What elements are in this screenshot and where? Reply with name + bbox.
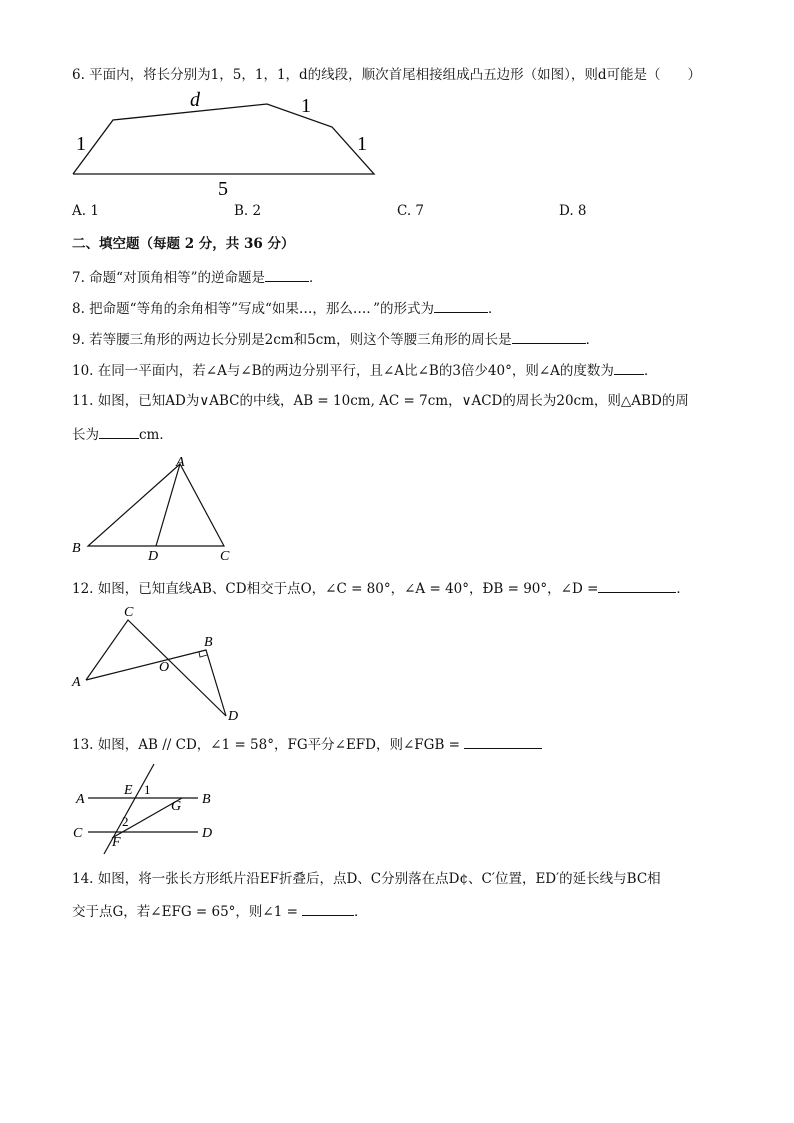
q13 [72, 734, 542, 754]
q12-text: 12. 如图，已知直线AB、CD相交于点O，∠C = 80°，∠A = 40°，ÐB = 90°，∠D = [72, 581, 599, 597]
q9-text: 9. 若等腰三角形的两边长分别是2cm和5cm，则这个等腰三角形的周长是 [72, 332, 512, 348]
label-c: C [73, 826, 83, 841]
q6-option-b[interactable]: B. 2 [234, 203, 262, 219]
q14-line2: 交于点G，若∠EFG = 65°，则∠1 = ． [72, 901, 367, 921]
label-c: C [220, 549, 230, 564]
label-o: O [159, 660, 170, 675]
label-left-1: 1 [76, 133, 86, 155]
label-d: D [228, 709, 239, 724]
q8-answer-blank[interactable] [434, 298, 488, 313]
q13-text: 13. 如图，AB // CD，∠1 = 58°，FG平分∠EFD，则∠FGB = [72, 737, 460, 753]
q14-line1: 14. 如图，将一张长方形纸片沿EF折叠后，点D、C分别落在点D¢、C′位置，ED′的延长线与BC相 [72, 871, 661, 887]
q6-pentagon-figure [60, 88, 390, 200]
median-ad [156, 464, 180, 546]
q6-stem: 6. 平面内，将长分别为1，5，1，1，d的线段，顺次首尾相接组成凸五边形（如图），则d可能是（ ） [72, 67, 702, 83]
q9-answer-blank[interactable] [512, 329, 586, 344]
q6-option-d[interactable]: D. 8 [559, 203, 587, 219]
q11-line1: 11. 如图，已知AD为∨ABC的中线，AB = 10cm, AC = 7cm，∨ACD的周长为20cm，则△ABD的周 [72, 393, 689, 409]
q8-text: 8. 把命题“等角的余角相等”写成“如果…，那么…．”的形式为 [72, 301, 435, 317]
label-a: A [76, 792, 85, 807]
label-e: E [124, 783, 133, 798]
q14-answer-blank[interactable] [302, 901, 354, 916]
label-top-right-1: 1 [301, 95, 311, 117]
label-d: D [202, 826, 213, 841]
pentagon-shape [73, 104, 374, 174]
label-c: C [124, 605, 134, 620]
section-2-title: 二、填空题（每题 2 分，共 36 分） [72, 236, 295, 252]
label-a: A [176, 455, 185, 470]
q11-answer-blank[interactable] [99, 424, 139, 439]
q7-text: 7. 命题“对顶角相等”的逆命题是 [72, 270, 265, 286]
q11-triangle-figure [66, 452, 246, 564]
q7: 7. 命题“对顶角相等”的逆命题是 ． [72, 267, 322, 287]
q12-intersecting-lines-figure [66, 600, 256, 726]
label-b: B [202, 792, 211, 807]
q11-line2: 长为 cm． [72, 424, 173, 444]
label-f: F [112, 835, 121, 850]
q13-parallel-lines-figure [70, 760, 230, 860]
label-right-1: 1 [357, 133, 367, 155]
q6-option-a[interactable]: A. 1 [72, 203, 99, 219]
q10-answer-blank[interactable] [614, 360, 644, 375]
q7-answer-blank[interactable] [265, 267, 309, 282]
segments-a-b-d [86, 650, 226, 716]
q6-option-c[interactable]: C. 7 [397, 203, 425, 219]
q10: 10. 在同一平面内，若∠A与∠B的两边分别平行，且∠A比∠B的3倍少40°，则∠A的度数为 ． [72, 360, 657, 380]
right-angle-mark [199, 652, 207, 657]
label-b: B [204, 635, 213, 650]
q12-answer-blank[interactable] [598, 578, 676, 593]
triangle-abc [88, 464, 224, 546]
q8: 8. 把命题“等角的余角相等”写成“如果…，那么…．”的形式为 ． [72, 298, 502, 318]
label-b: B [72, 541, 81, 556]
q9: 9. 若等腰三角形的两边长分别是2cm和5cm，则这个等腰三角形的周长是 ． [72, 329, 599, 349]
q13-answer-blank[interactable] [464, 734, 542, 749]
label-bottom-5: 5 [218, 178, 228, 200]
q10-text: 10. 在同一平面内，若∠A与∠B的两边分别平行，且∠A比∠B的3倍少40°，则∠A的度数为 [72, 363, 614, 379]
label-angle-2: 2 [122, 814, 129, 829]
label-d: d [190, 89, 200, 111]
label-d: D [148, 549, 159, 564]
label-a: A [72, 675, 81, 690]
label-angle-1: 1 [144, 782, 151, 797]
label-g: G [171, 799, 182, 814]
q12: 12. 如图，已知直线AB、CD相交于点O，∠C = 80°，∠A = 40°，ÐB = 90°，∠D = ． [72, 578, 690, 598]
